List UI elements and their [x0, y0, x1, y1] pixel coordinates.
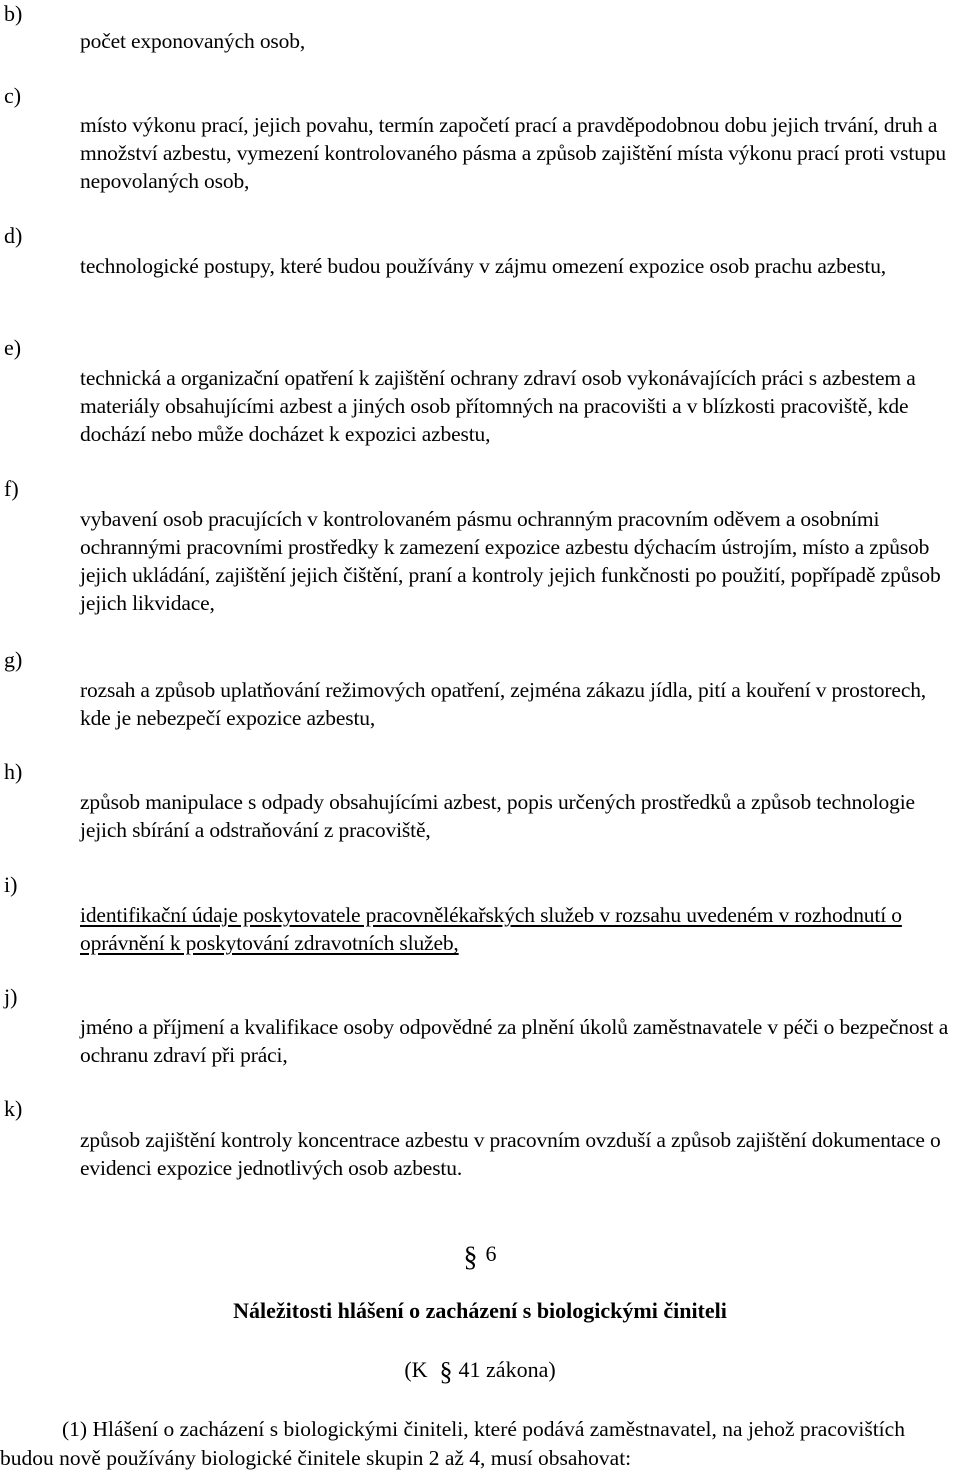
- law-reference-sign: §: [439, 1357, 453, 1386]
- law-reference-open: (K: [404, 1357, 428, 1382]
- section-heading: Náležitosti hlášení o zacházení s biologickými činiteli: [233, 1298, 727, 1323]
- item-text-h: způsob manipulace s odpady obsahujícími azbest, popis určených prostředků a způsob technologie jejich sbírání a odstraňování z pracoviště,: [80, 790, 915, 842]
- item-letter-j: j): [4, 984, 18, 1009]
- section-number: [0, 1240, 960, 1272]
- item-letter-g: g): [4, 647, 23, 672]
- item-text-i: identifikační údaje poskytovatele pracovnělékařských služeb v rozsahu uvedeném v rozhodnutí o oprávnění k poskytování zdravotních služeb,: [80, 903, 902, 955]
- section-number-value: 6: [485, 1241, 497, 1266]
- law-reference-rest: 41 zákona): [458, 1357, 556, 1382]
- item-text-j: jméno a příjmení a kvalifikace osoby odpovědné za plnění úkolů zaměstnavatele v péči o bezpečnost a ochranu zdraví při práci,: [80, 1015, 949, 1067]
- item-text-g: rozsah a způsob uplatňování režimových opatření, zejména zákazu jídla, pití a kouření v prostorech, kde je nebezpečí expozice azbestu,: [80, 678, 927, 730]
- item-text-f: vybavení osob pracujících v kontrolovaném pásmu ochranným pracovním oděvem a osobními ochrannými pracovními prostředky k zamezení expozice azbestu dýchacím ústrojím, místo a způsob jejich ukládání, zajištění jejich čištění, praní a kontroly jejich funkčnosti po použití, popřípadě způsob jejich likvidace,: [80, 507, 941, 615]
- item-text-k: způsob zajištění kontroly koncentrace azbestu v pracovním ovzduší a způsob zajištění dokumentace o evidenci expozice jednotlivých osob azbestu.: [80, 1128, 941, 1180]
- item-text-e: technická a organizační opatření k zajištění ochrany zdraví osob vykonávajících práci s azbestem a materiály obsahujícími azbest a jiných osob přítomných na pracovišti a v blízkosti pracoviště, kde dochází nebo může docházet k expozici azbestu,: [80, 366, 916, 446]
- item-letter-e: e): [4, 335, 22, 360]
- item-letter-c: c): [4, 83, 22, 108]
- paragraph-1: (1) Hlášení o zacházení s biologickými činiteli, které podává zaměstnavatel, na jehož pracovištích budou nově používány biologické činitele skupin 2 až 4, musí obsahovat:: [0, 1417, 905, 1470]
- item-letter-f: f): [4, 476, 19, 501]
- law-reference: [0, 1356, 960, 1386]
- item-letter-i: i): [4, 872, 18, 897]
- section-sign: §: [463, 1242, 478, 1273]
- item-letter-h: h): [4, 759, 23, 784]
- item-text-d: technologické postupy, které budou používány v zájmu omezení expozice osob prachu azbestu,: [80, 254, 887, 278]
- item-letter-b: b): [4, 1, 23, 26]
- item-text-b: počet exponovaných osob,: [80, 29, 306, 53]
- item-text-c: místo výkonu prací, jejich povahu, termín započetí prací a pravděpodobnou dobu jejich trvání, druh a množství azbestu, vymezení kontrolovaného pásma a způsob zajištění místa výkonu prací proti vstupu nepovolaných osob,: [80, 113, 947, 193]
- item-letter-k: k): [4, 1096, 23, 1121]
- item-letter-d: d): [4, 223, 23, 248]
